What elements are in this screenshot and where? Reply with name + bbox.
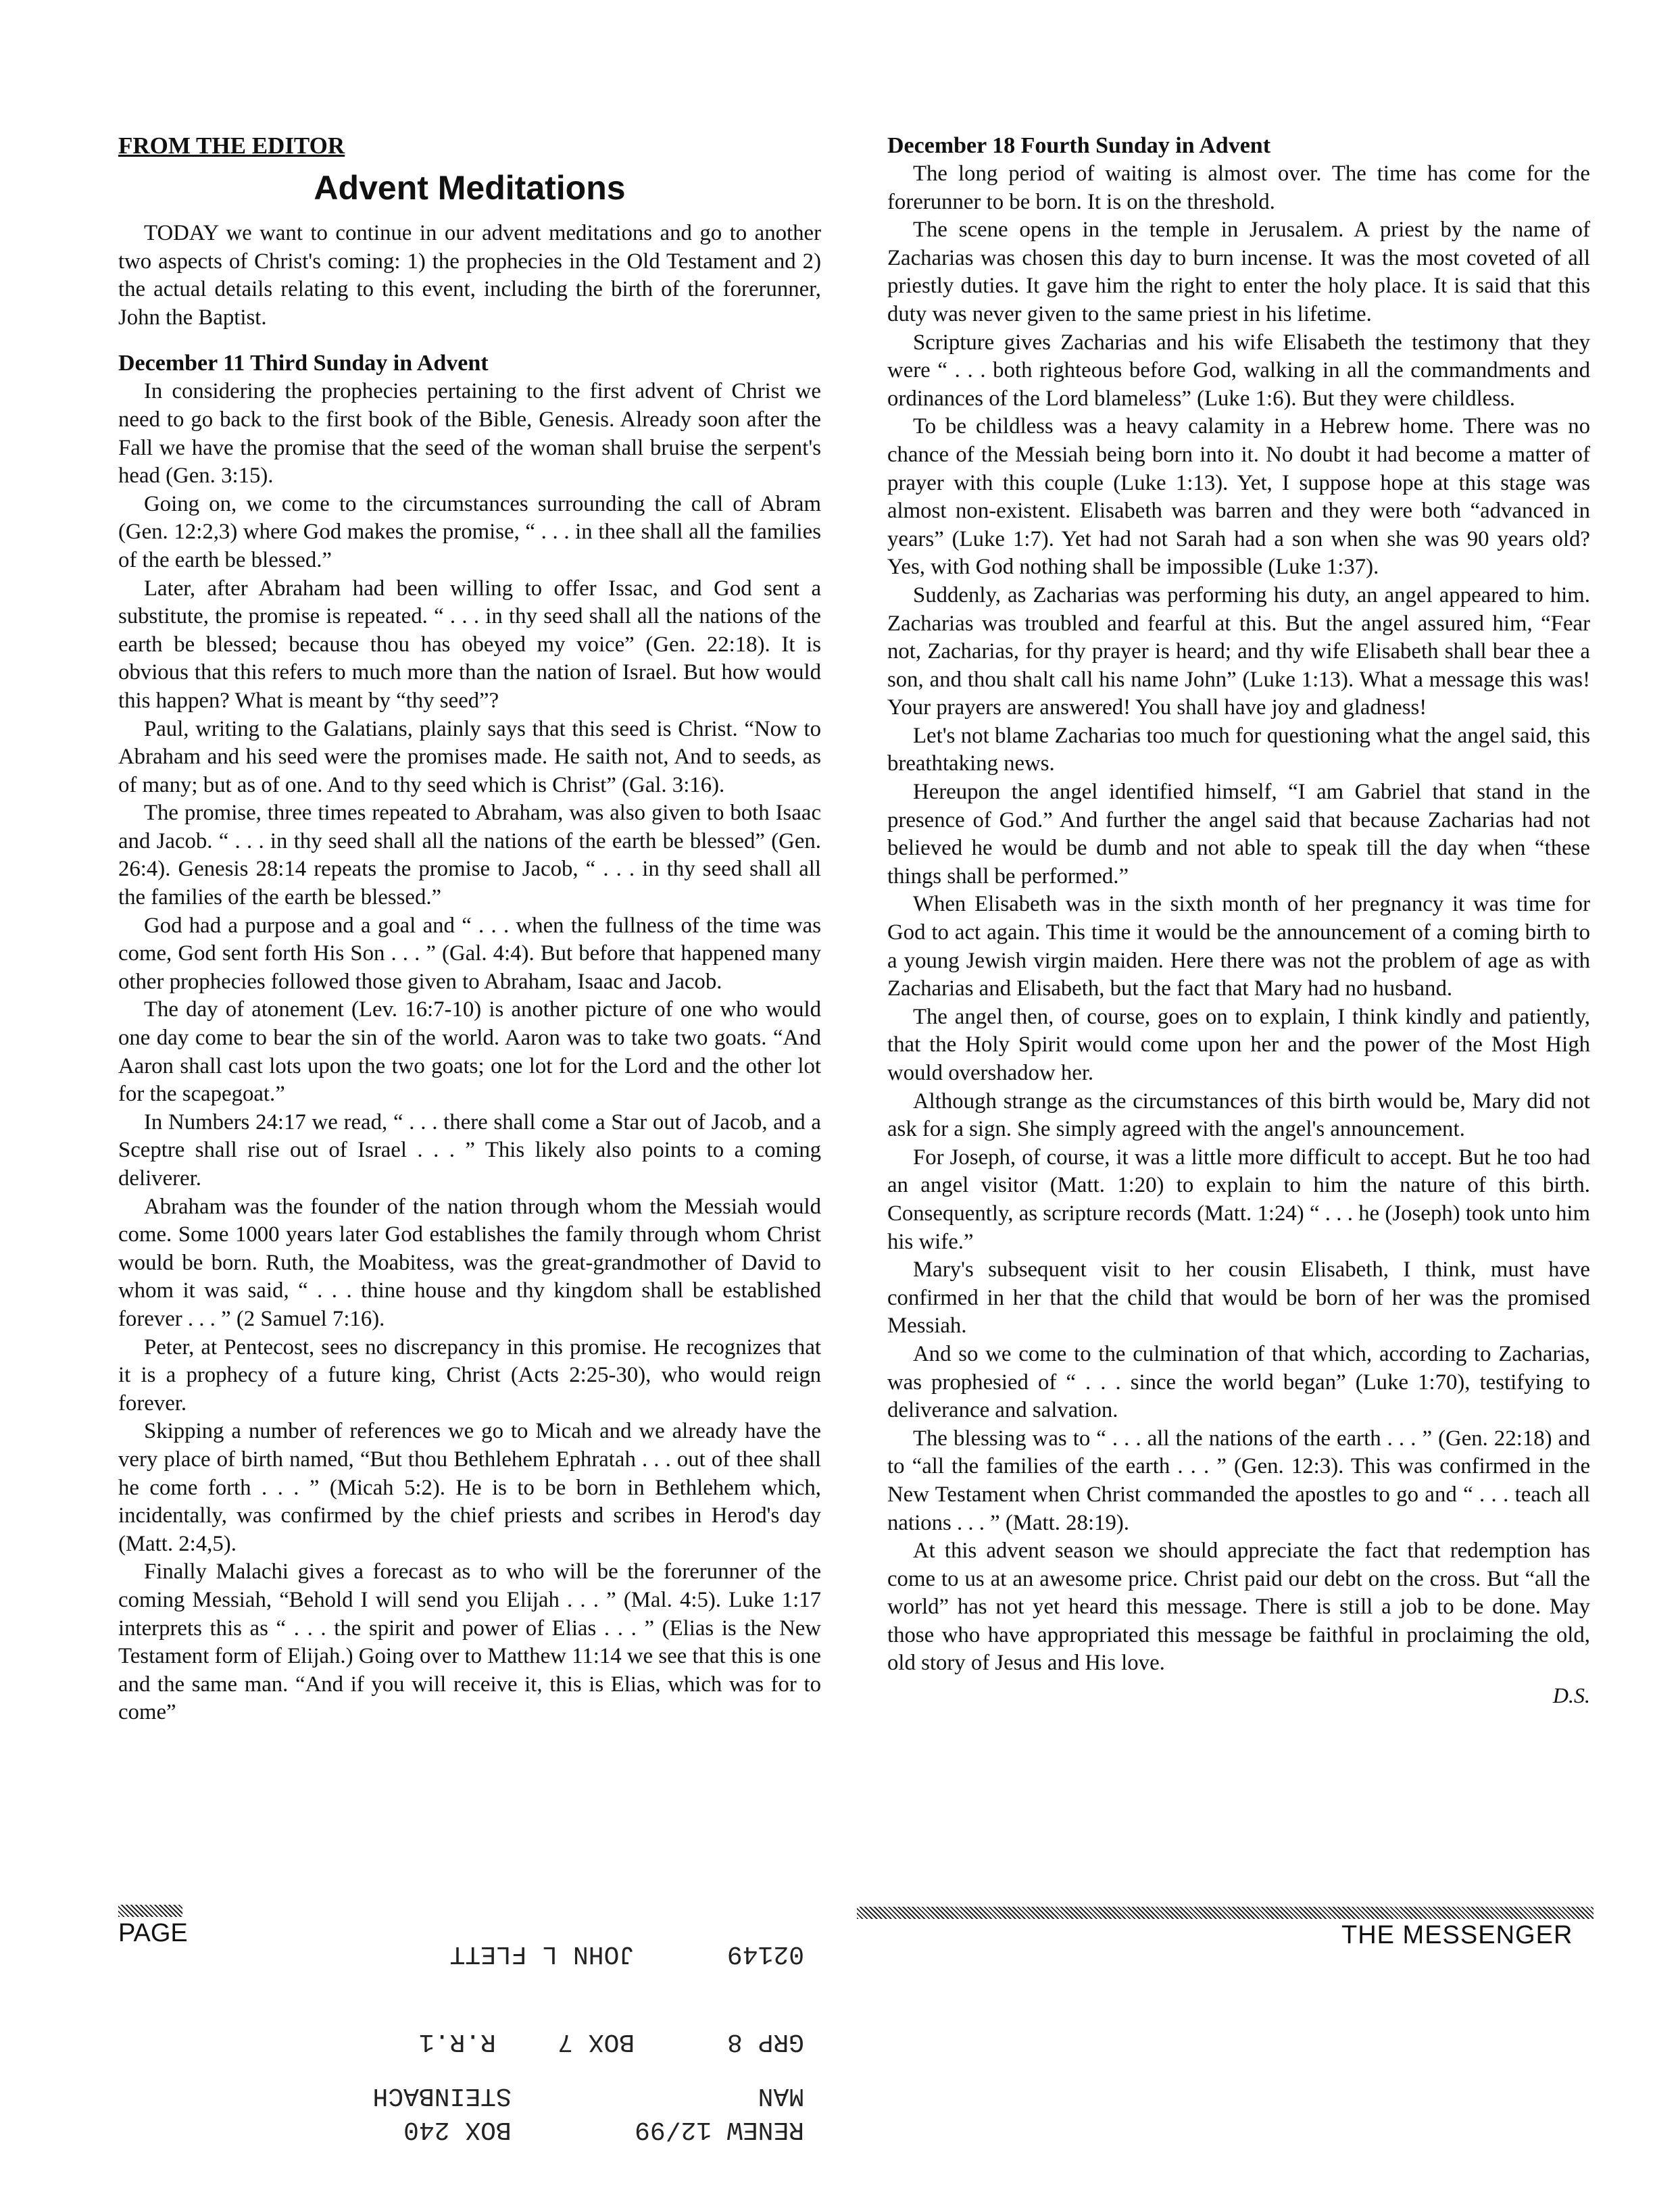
- paragraph: Paul, writing to the Galatians, plainly says that this seed is Christ. “Now to Abraham and his seed were the promises made. He saith not, And to seeds, as of many; but as of one. And to thy seed which is Christ” (Gal. 3:16).: [118, 716, 821, 797]
- footer-rule-right: [857, 1907, 1593, 1919]
- mailing-label: [243, 1921, 811, 2151]
- paragraph: Going on, we come to the circumstances surrounding the call of Abram (Gen. 12:2,3) where God makes the promise, “ . . . in thee shall all the families of the earth be blessed.”: [118, 491, 821, 572]
- paragraph: When Elisabeth was in the sixth month of her pregnancy it was time for God to act again. This time it would be the announcement of a coming birth to a young Jewish virgin maiden. Here there was not the problem of age as with Zacharias and Elisabeth, but the fact that Mary had no husband.: [887, 892, 1590, 1001]
- paragraph: Scripture gives Zacharias and his wife Elisabeth the testimony that they were “ . . . both righteous before God, walking in all the commandments and ordinances of the Lord blameless” (Luke 1:6). But they were childless.: [887, 330, 1590, 411]
- article-title: Advent Meditations: [314, 169, 626, 207]
- paragraph: The long period of waiting is almost over. The time has come for the forerunner to be born. It is on the threshold.: [887, 161, 1590, 214]
- paragraph: The promise, three times repeated to Abraham, was also given to both Isaac and Jacob. “ . . . in thy seed shall all the nations of the earth be blessed” (Gen. 26:4). Genesis 28:14 repeats the promise to Jacob, “ . . . in thy seed shall all the families of the earth be blessed.”: [118, 801, 821, 910]
- paragraph: The angel then, of course, goes on to explain, I think kindly and patiently, that the Holy Spirit would come upon her and the power of the Most High would overshadow her.: [887, 1004, 1590, 1085]
- paragraph: God had a purpose and a goal and “ . . . when the fullness of the time was come, God sent forth His Son . . . ” (Gal. 4:4). But before that happened many other prophecies followed those given to Abraham, Isaac and Jacob.: [118, 913, 821, 994]
- mailing-label-line: MAN STEINBACH: [372, 2081, 804, 2110]
- mailing-label-line: 02149 JOHN L FLETT: [449, 1939, 804, 1968]
- intro-paragraph: TODAY we want to continue in our advent meditations and go to another two aspects of Christ's coming: 1) the prophecies in the Old Testament and 2) the actual details relating to this event, including the birth of the forerunner, John the Baptist.: [118, 221, 821, 330]
- publication-name: THE MESSENGER: [1341, 1921, 1573, 1949]
- paragraph: In Numbers 24:17 we read, “ . . . there shall come a Star out of Jacob, and a Sceptre shall rise out of Israel . . . ” This likely also points to a coming deliverer.: [118, 1109, 821, 1191]
- footer-rule-left: [118, 1905, 182, 1917]
- mailing-label-line: RENEW 12/99 BOX 240: [403, 2115, 804, 2144]
- right-column: [887, 132, 1590, 1708]
- paragraph: In considering the prophecies pertaining to the first advent of Christ we need to go back to the first book of the Bible, Genesis. Already soon after the Fall we have the promise that the seed of the woman shall bruise the serpent's head (Gen. 3:15).: [118, 379, 821, 489]
- author-signature: D.S.: [1552, 1683, 1590, 1708]
- page-label: PAGE: [118, 1919, 188, 1947]
- paragraph: Suddenly, as Zacharias was performing his duty, an angel appeared to him. Zacharias was troubled and fearful at this. But the angel assured him, “Fear not, Zacharias, for thy prayer is heard; and thy wife Elisabeth shall bear thee a son, and thou shalt call his name John” (Luke 1:13). What a message this was! Your prayers are answered! You shall have joy and gladness!: [887, 582, 1590, 720]
- paragraph: Later, after Abraham had been willing to offer Issac, and God sent a substitute, the promise is repeated. “ . . . in thy seed shall all the nations of the earth be blessed; because thou has obeyed my voice” (Gen. 22:18). It is obvious that this refers to much more than the nation of Israel. But how would this happen? What is meant by “thy seed”?: [118, 576, 821, 713]
- paragraph: Mary's subsequent visit to her cousin Elisabeth, I think, must have confirmed in her that the child that would be born of her was the promised Messiah.: [887, 1257, 1590, 1339]
- mailing-label-line: GRP 8 BOX 7 R.R.1: [418, 2027, 804, 2056]
- paragraph: And so we come to the culmination of that which, according to Zacharias, was prophesied of “ . . . since the world began” (Luke 1:70), testifying to deliverance and salvation.: [887, 1341, 1590, 1423]
- section-kicker: FROM THE EDITOR: [118, 132, 345, 159]
- paragraph: At this advent season we should appreciate the fact that redemption has come to us at an awesome price. Christ paid our debt on the cross. But “all the world” has not yet heard this message. There is still a job to be done. May those who have appropriated this message be faithful in proclaiming the old, old story of Jesus and His love.: [887, 1539, 1590, 1676]
- paragraph: Abraham was the founder of the nation through whom the Messiah would come. Some 1000 years later God establishes the family through whom Christ would be born. Ruth, the Moabitess, was the great-grandmother of David to whom it was said, “ . . . thine house and thy kingdom shall be established forever . . . ” (2 Samuel 7:16).: [118, 1194, 821, 1331]
- paragraph: Skipping a number of references we go to Micah and we already have the very place of birth named, “But thou Bethlehem Ephratah . . . out of thee shall he come forth . . . ” (Micah 5:2). He is to be born in Bethlehem which, incidentally, was confirmed by the chief priests and scribes in Herod's day (Matt. 2:4,5).: [118, 1419, 821, 1556]
- paragraph: The scene opens in the temple in Jerusalem. A priest by the name of Zacharias was chosen this day to burn incense. It was the most coveted of all priestly duties. It gave him the right to enter the holy place. It is said that this duty was never given to the same priest in his lifetime.: [887, 218, 1590, 326]
- paragraph: Hereupon the angel identified himself, “I am Gabriel that stand in the presence of God.” And further the angel said that because Zacharias had not believed he would be dumb and not able to speak till the day when “these things shall be performed.”: [887, 780, 1590, 889]
- left-column: [118, 132, 821, 1727]
- paragraph: Finally Malachi gives a forecast as to who will be the forerunner of the coming Messiah, “Behold I will send you Elijah . . . ” (Mal. 4:5). Luke 1:17 interprets this as “ . . . the spirit and power of Elias . . . ” (Elias is the New Testament form of Elijah.) Going over to Matthew 11:14 we see that this is one and the same man. “And if you will receive it, this is Elias, which was for to come”: [118, 1559, 821, 1725]
- paragraph: The blessing was to “ . . . all the nations of the earth . . . ” (Gen. 22:18) and to “all the families of the earth . . . ” (Gen. 12:3). This was confirmed in the New Testament when Christ commanded the apostles to go and “ . . . teach all nations . . . ” (Matt. 28:19).: [887, 1426, 1590, 1535]
- section-heading: December 11 Third Sunday in Advent: [118, 351, 489, 376]
- paragraph: Let's not blame Zacharias too much for questioning what the angel said, this breathtaking news.: [887, 723, 1590, 776]
- paragraph: To be childless was a heavy calamity in a Hebrew home. There was no chance of the Messiah being born into it. No doubt it had become a matter of prayer with this couple (Luke 1:13). Yet, I suppose hope at this stage was almost non-existent. Elisabeth was barren and they were both “advanced in years” (Luke 1:7). Yet had not Sarah had a son when she was 90 years old? Yes, with God nothing shall be impossible (Luke 1:37).: [887, 414, 1590, 580]
- paragraph: Although strange as the circumstances of this birth would be, Mary did not ask for a sign. She simply agreed with the angel's announcement.: [887, 1089, 1590, 1142]
- section-heading: December 18 Fourth Sunday in Advent: [887, 133, 1271, 158]
- paragraph: Peter, at Pentecost, sees no discrepancy in this promise. He recognizes that it is a prophecy of a future king, Christ (Acts 2:25-30), who would reign forever.: [118, 1334, 821, 1416]
- paragraph: For Joseph, of course, it was a little more difficult to accept. But he too had an angel visitor (Matt. 1:20) to explain to him the nature of this birth. Consequently, as scripture records (Matt. 1:24) “ . . . he (Joseph) took unto him his wife.”: [887, 1145, 1590, 1254]
- paragraph: The day of atonement (Lev. 16:7-10) is another picture of one who would one day come to bear the sin of the world. Aaron was to take two goats. “And Aaron shall cast lots upon the two goats; one lot for the Lord and the other lot for the scapegoat.”: [118, 997, 821, 1107]
